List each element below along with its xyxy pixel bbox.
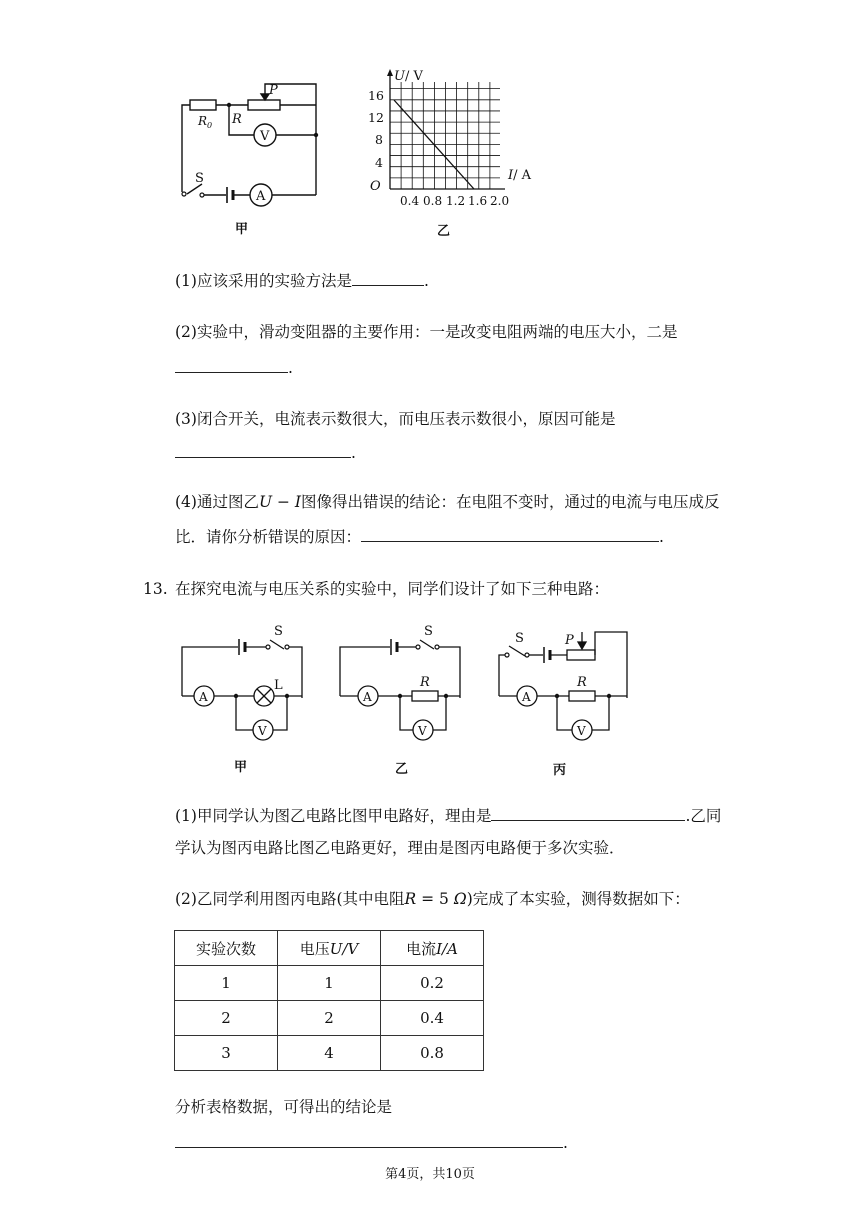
x-tick-1-6: 1.6 [468, 194, 488, 208]
table-cell: 3 [175, 1036, 278, 1071]
table-cell: 0.8 [381, 1036, 484, 1071]
table-cell: 2 [175, 1001, 278, 1036]
table-cell: 2 [278, 1001, 381, 1036]
label-a: A [522, 690, 531, 704]
ui-graph [360, 66, 560, 216]
label-v: V [577, 724, 586, 738]
label-r: R [420, 675, 430, 690]
table-cell: 1 [175, 966, 278, 1001]
table-header-row [175, 931, 484, 966]
table-cell: 4 [278, 1036, 381, 1071]
q12-part1: (1)应该采用的实验方法是 . [175, 272, 429, 290]
x-tick-1-2: 1.2 [446, 194, 466, 208]
page-footer: 第4页，共10页 [385, 1167, 475, 1182]
figure-13-circuit-jia [170, 620, 310, 750]
table-header-cell: 实验次数 [175, 931, 278, 966]
answer-blank [175, 443, 351, 458]
q12-part3-line2: . [175, 443, 356, 463]
label-p: P [269, 83, 278, 98]
y-axis-label: U/ V [394, 69, 423, 84]
label-s: S [424, 624, 433, 639]
label-s: S [515, 631, 524, 646]
resistor-r0-symbol [190, 100, 216, 110]
table-row [175, 966, 484, 1001]
y-tick-12: 12 [368, 110, 384, 125]
table-header-cell: 电压U/V [278, 931, 381, 966]
figure-13-circuit-bing [487, 620, 637, 750]
caption-jia: 甲 [234, 760, 248, 775]
answer-blank [361, 527, 659, 542]
label-r0: $R_0$ [198, 114, 213, 130]
label-v: V [260, 129, 270, 144]
q13-conclusion-blank: . [175, 1133, 568, 1153]
x-tick-2-0: 2.0 [490, 194, 510, 208]
q13-part2: (2)乙同学利用图丙电路(其中电阻R = 5 Ω)完成了本实验，测得数据如下： [175, 890, 690, 908]
q13-conclusion: 分析表格数据，可得出的结论是 [175, 1098, 393, 1116]
resistor-symbol [569, 691, 595, 701]
label-r: R [577, 675, 587, 690]
figure-12-circuit-jia [170, 70, 330, 210]
answer-blank [352, 271, 424, 286]
y-tick-4: 4 [375, 155, 383, 170]
label-s: S [195, 171, 204, 186]
caption-bing: 丙 [553, 763, 567, 778]
q13-part1-line2: 学认为图丙电路比图乙电路更好，理由是图丙电路便于多次实验． [175, 839, 625, 857]
q12-part3-line1: (3)闭合开关，电流表示数很大，而电压表示数很小，原因可能是 [175, 410, 616, 428]
answer-blank [175, 1133, 563, 1148]
label-r: R [232, 112, 242, 127]
resistor-symbol [412, 691, 438, 701]
label-a: A [199, 690, 208, 704]
answer-blank [491, 806, 685, 821]
circuit-diagram [170, 70, 330, 210]
caption-jia: 甲 [235, 222, 249, 237]
origin-label: O [370, 179, 381, 194]
x-tick-0-4: 0.4 [400, 194, 420, 208]
label-s: S [274, 624, 283, 639]
label-v: V [418, 724, 427, 738]
q13-stem: 在探究电流与电压关系的实验中，同学们设计了如下三种电路： [175, 580, 610, 598]
table-row [175, 1001, 484, 1036]
label-p: P [565, 633, 574, 648]
y-tick-16: 16 [368, 88, 384, 103]
x-axis-label: I/ A [508, 168, 532, 183]
q13-part1-line1: (1)甲同学认为图乙电路比图甲电路好，理由是 .乙同 [175, 807, 722, 825]
label-l: L [274, 678, 283, 693]
caption-yi: 乙 [395, 762, 409, 777]
caption-yi: 乙 [437, 224, 451, 239]
q12-part2-line2: . [175, 358, 293, 378]
figure-12-graph-yi [360, 66, 560, 216]
table-header-cell: 电流I/A [381, 931, 484, 966]
label-a: A [256, 189, 266, 204]
table-cell: 0.4 [381, 1001, 484, 1036]
q12-part4-line2: 比．请你分析错误的原因： . [175, 528, 664, 546]
y-tick-8: 8 [375, 132, 383, 147]
q12-part4-line1: (4)通过图乙U − I图像得出错误的结论：在电阻不变时，通过的电流与电压成反 [175, 493, 720, 511]
rheostat-symbol [248, 100, 280, 110]
table-cell: 1 [278, 966, 381, 1001]
answer-blank [175, 358, 288, 373]
label-v: V [258, 724, 267, 738]
table-row [175, 1036, 484, 1071]
label-a: A [363, 690, 372, 704]
q13-number: 13. [143, 580, 168, 598]
q12-part2-line1: (2)实验中，滑动变阻器的主要作用：一是改变电阻两端的电压大小，二是 [175, 323, 678, 341]
data-table [174, 930, 484, 1071]
x-tick-0-8: 0.8 [423, 194, 443, 208]
rheostat-symbol [567, 650, 595, 660]
table-cell: 0.2 [381, 966, 484, 1001]
figure-13-circuit-yi [328, 620, 468, 750]
